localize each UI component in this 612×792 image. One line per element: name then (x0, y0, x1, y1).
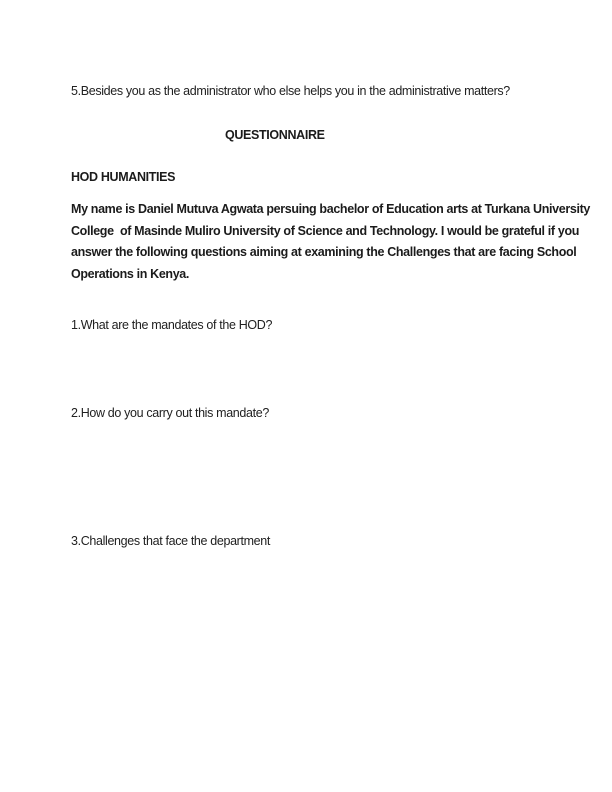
intro-paragraph (71, 199, 590, 286)
question-2: 2.How do you carry out this mandate? (71, 406, 269, 420)
section-heading-hod-humanities: HOD HUMANITIES (71, 170, 176, 184)
intro-line: My name is Daniel Mutuva Agwata persuing bachelor of Education arts at Turkana University (71, 202, 590, 216)
question-1: 1.What are the mandates of the HOD? (71, 318, 273, 332)
intro-line: answer the following questions aiming at examining the Challenges that are facing School (71, 245, 577, 260)
questionnaire-title: QUESTIONNAIRE (225, 128, 325, 142)
intro-line: College of Masinde Muliro University of Science and Technology. I would be grateful if you (71, 223, 580, 238)
question-3: 3.Challenges that face the department (71, 534, 270, 548)
intro-line: Operations in Kenya. (71, 267, 190, 282)
trailing-question-5: 5.Besides you as the administrator who else helps you in the administrative matters? (71, 84, 510, 98)
